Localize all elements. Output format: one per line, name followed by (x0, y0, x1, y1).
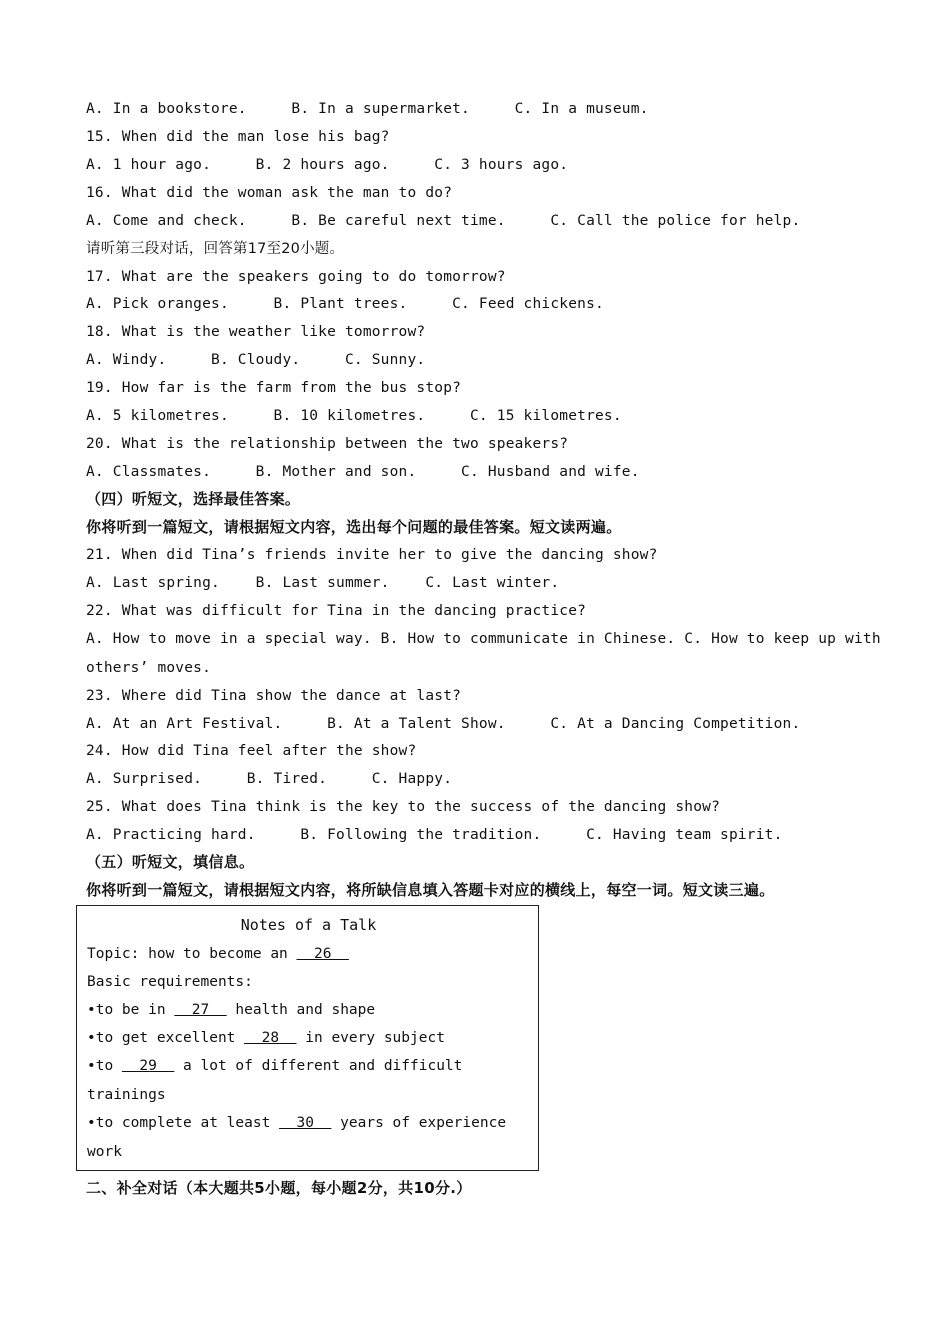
q23-question: 23. Where did Tina show the dance at last? (86, 688, 462, 704)
topic-label: Topic: how to become an (87, 946, 297, 962)
q17-question: 17. What are the speakers going to do tomorrow? (86, 269, 506, 285)
q22-options-cont: others’ moves. (86, 660, 212, 676)
requirement-1 (87, 1000, 375, 1020)
notes-requirements-label: Basic requirements: (87, 974, 253, 990)
q24-question: 24. How did Tina feel after the show? (86, 743, 417, 759)
notes-box (76, 905, 539, 1171)
q25-options: A. Practicing hard. B. Following the tradition. C. Having team spirit. (86, 827, 783, 843)
requirement-3 (87, 1056, 462, 1076)
req4-suffix: years of experience (331, 1115, 507, 1131)
q20-options: A. Classmates. B. Mother and son. C. Husband and wife. (86, 464, 640, 480)
q18-question: 18. What is the weather like tomorrow? (86, 324, 426, 340)
notes-topic (87, 944, 349, 964)
q19-options: A. 5 kilometres. B. 10 kilometres. C. 15 kilometres. (86, 408, 622, 424)
blank-26[interactable]: 26 (296, 946, 349, 962)
section-four-heading: （四）听短文，选择最佳答案。 (86, 490, 301, 508)
q23-options: A. At an Art Festival. B. At a Talent Show. C. At a Dancing Competition. (86, 716, 801, 732)
q18-options: A. Windy. B. Cloudy. C. Sunny. (86, 352, 426, 368)
q17-options: A. Pick oranges. B. Plant trees. C. Feed chickens. (86, 296, 604, 312)
q16-options: A. Come and check. B. Be careful next time. C. Call the police for help. (86, 213, 801, 229)
section-two-heading: 二、补全对话（本大题共5小题，每小题2分，共10分.） (86, 1179, 472, 1197)
requirement-4 (87, 1113, 506, 1133)
requirement-4-cont: work (87, 1144, 122, 1160)
q25-question: 25. What does Tina think is the key to the success of the dancing show? (86, 799, 721, 815)
q22-options: A. How to move in a special way. B. How to communicate in Chinese. C. How to keep up with (86, 631, 881, 647)
q14-options: A. In a bookstore. B. In a supermarket. C. In a museum. (86, 101, 649, 117)
req1-suffix: health and shape (226, 1002, 376, 1018)
requirement-2 (87, 1028, 445, 1048)
q21-options: A. Last spring. B. Last summer. C. Last winter. (86, 575, 560, 591)
q22-question: 22. What was difficult for Tina in the dancing practice? (86, 603, 587, 619)
q24-options: A. Surprised. B. Tired. C. Happy. (86, 771, 453, 787)
blank-28[interactable]: 28 (244, 1030, 297, 1046)
dialogue3-instruction: 请听第三段对话，回答第17至20小题。 (86, 241, 345, 257)
blank-27[interactable]: 27 (174, 1002, 227, 1018)
req1-prefix: •to be in (87, 1002, 175, 1018)
req3-prefix: •to (87, 1058, 122, 1074)
q15-options: A. 1 hour ago. B. 2 hours ago. C. 3 hours ago. (86, 157, 569, 173)
section-five-heading: （五）听短文，填信息。 (86, 853, 255, 871)
section-five-instruction: 你将听到一篇短文，请根据短文内容，将所缺信息填入答题卡对应的横线上，每空一词。短文读三遍。 (86, 881, 775, 899)
req4-prefix: •to complete at least (87, 1115, 280, 1131)
section-four-instruction: 你将听到一篇短文，请根据短文内容，选出每个问题的最佳答案。短文读两遍。 (86, 518, 622, 536)
req2-suffix: in every subject (296, 1030, 445, 1046)
q20-question: 20. What is the relationship between the two speakers? (86, 436, 569, 452)
q15-question: 15. When did the man lose his bag? (86, 129, 390, 145)
blank-29[interactable]: 29 (121, 1058, 175, 1074)
requirement-3-cont: trainings (87, 1087, 166, 1103)
q16-question: 16. What did the woman ask the man to do? (86, 185, 453, 201)
blank-30[interactable]: 30 (279, 1115, 332, 1131)
notes-title: Notes of a Talk (240, 916, 377, 934)
q19-question: 19. How far is the farm from the bus stop? (86, 380, 462, 396)
req2-prefix: •to get excellent (87, 1030, 245, 1046)
q21-question: 21. When did Tina’s friends invite her to give the dancing show? (86, 547, 658, 563)
req3-suffix: a lot of different and difficult (174, 1058, 463, 1074)
